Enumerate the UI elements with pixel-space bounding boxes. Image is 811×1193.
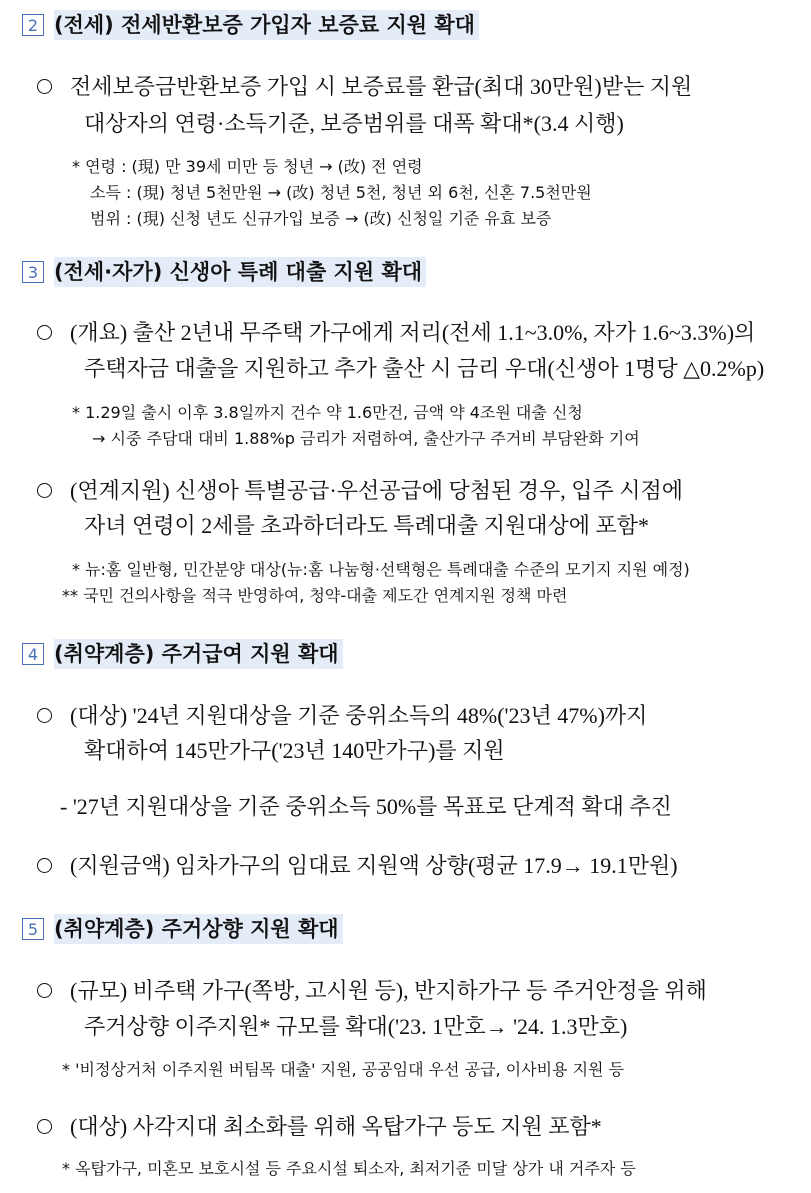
paragraph-line: (대상) '24년 지원대상을 기준 중위소득의 48%('23년 47%)까지 xyxy=(70,703,648,728)
note-line: * 연령 : (現) 만 39세 미만 등 청년 → (改) 전 연령 xyxy=(72,157,423,176)
note-line: * 옥탑가구, 미혼모 보호시설 등 주요시설 퇴소자, 최저기준 미달 상가 내 거주자 등 xyxy=(62,1159,636,1178)
note-line: * '비정상거처 이주지원 버팀목 대출' 지원, 공공임대 우선 공급, 이사비용 지원 등 xyxy=(62,1060,625,1079)
circle-bullet-icon xyxy=(37,858,52,873)
note-line: * 뉴:홈 일반형, 민간분양 대상(뉴:홈 나눔형·선택형은 특례대출 수준의 모기지 지원 예정) xyxy=(72,560,690,579)
section-title: (전세·자가) 신생아 특례 대출 지원 확대 xyxy=(54,257,426,287)
note-line: 범위 : (現) 신청 년도 신규가입 보증 → (改) 신청일 기준 유효 보증 xyxy=(90,209,552,228)
section-4-header xyxy=(22,639,343,669)
section-number: 4 xyxy=(22,643,44,665)
note-line: 소득 : (現) 청년 5천만원 → (改) 청년 5천, 청년 외 6천, 신혼 7.5천만원 xyxy=(90,183,592,202)
paragraph-line: 주거상향 이주지원* 규모를 확대('23. 1만호→ '24. 1.3만호) xyxy=(84,1014,628,1039)
paragraph-line: 주택자금 대출을 지원하고 추가 출산 시 금리 우대(신생아 1명당 △0.2%p) xyxy=(84,356,765,381)
section-3-header xyxy=(22,257,426,287)
paragraph-line: 대상자의 연령·소득기준, 보증범위를 대폭 확대*(3.4 시행) xyxy=(84,111,624,136)
section-number: 5 xyxy=(22,918,44,940)
circle-bullet-icon xyxy=(37,79,52,94)
paragraph-line: 확대하여 145만가구('23년 140만가구)를 지원 xyxy=(84,738,505,763)
note-line: → 시중 주담대 대비 1.88%p 금리가 저렴하여, 출산가구 주거비 부담완화 기여 xyxy=(92,429,640,448)
circle-bullet-icon xyxy=(37,483,52,498)
paragraph-line: (연계지원) 신생아 특별공급·우선공급에 당첨된 경우, 입주 시점에 xyxy=(70,478,684,503)
section-number: 2 xyxy=(22,14,44,36)
section-title: (취약계층) 주거급여 지원 확대 xyxy=(54,639,343,669)
section-title: (전세) 전세반환보증 가입자 보증료 지원 확대 xyxy=(54,10,479,40)
paragraph-line: 전세보증금반환보증 가입 시 보증료를 환급(최대 30만원)받는 지원 xyxy=(70,74,693,99)
circle-bullet-icon xyxy=(37,983,52,998)
paragraph-line: (개요) 출산 2년내 무주택 가구에게 저리(전세 1.1~3.0%, 자가 1.6~3.3%)의 xyxy=(70,320,756,345)
circle-bullet-icon xyxy=(37,708,52,723)
section-title: (취약계층) 주거상향 지원 확대 xyxy=(54,914,343,944)
note-line: ** 국민 건의사항을 적극 반영하여, 청약-대출 제도간 연계지원 정책 마련 xyxy=(62,586,568,605)
paragraph-line: 자녀 연령이 2세를 초과하더라도 특례대출 지원대상에 포함* xyxy=(84,513,650,538)
paragraph-line: (지원금액) 임차가구의 임대료 지원액 상향(평균 17.9→ 19.1만원) xyxy=(70,853,678,878)
circle-bullet-icon xyxy=(37,1119,52,1134)
section-5-header xyxy=(22,914,343,944)
section-number: 3 xyxy=(22,261,44,283)
paragraph-line: (대상) 사각지대 최소화를 위해 옥탑가구 등도 지원 포함* xyxy=(70,1114,602,1139)
paragraph-line: (규모) 비주택 가구(쪽방, 고시원 등), 반지하가구 등 주거안정을 위해 xyxy=(70,978,707,1003)
dash-item: - '27년 지원대상을 기준 중위소득 50%를 목표로 단계적 확대 추진 xyxy=(60,794,672,819)
circle-bullet-icon xyxy=(37,325,52,340)
section-2-header xyxy=(22,10,479,40)
note-line: * 1.29일 출시 이후 3.8일까지 건수 약 1.6만건, 금액 약 4조원 대출 신청 xyxy=(72,403,583,422)
